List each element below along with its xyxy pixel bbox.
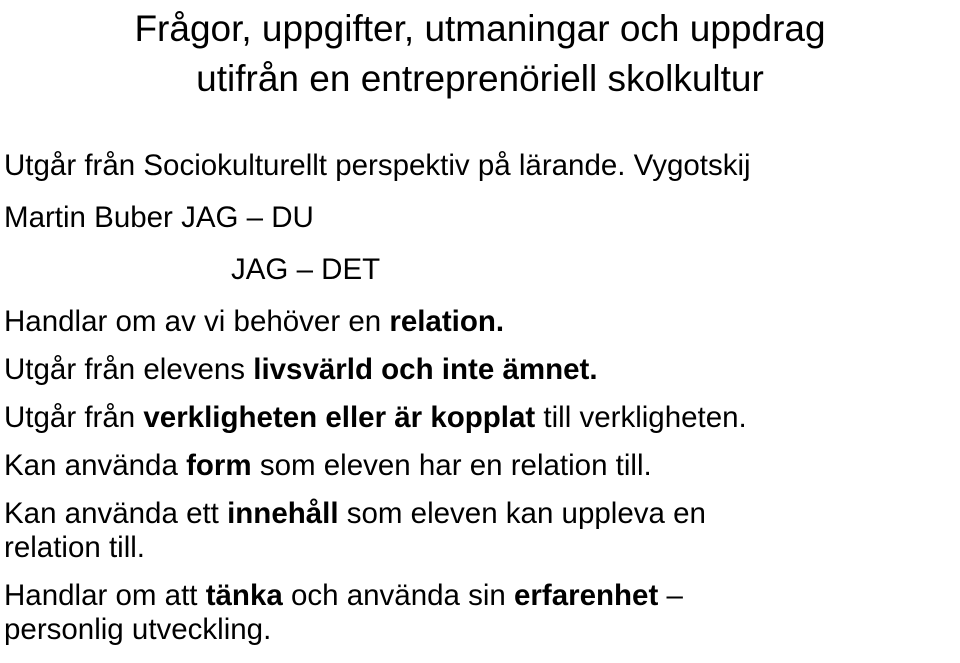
line-jag-det: JAG – DET <box>231 253 381 286</box>
slide-title <box>0 4 960 104</box>
bold-erfarenhet: erfarenhet <box>514 579 659 612</box>
line-form: Kan använda form som eleven har en relation till. <box>4 449 652 482</box>
bold-verkligheten: verkligheten eller är kopplat <box>143 401 536 434</box>
line-buber-jag-du: Martin Buber JAG – DU <box>4 201 314 234</box>
line-relation: Handlar om av vi behöver en relation. <box>4 305 505 338</box>
line-verkligheten: Utgår från verkligheten eller är kopplat till verkligheten. <box>4 401 747 434</box>
bold-relation: relation. <box>389 305 505 338</box>
bold-tanka: tänka <box>205 579 283 612</box>
slide-content <box>4 147 956 649</box>
bold-form: form <box>186 449 252 482</box>
bold-innehall: innehåll <box>227 497 339 530</box>
line-sociokulturellt: Utgår från Sociokulturellt perspektiv på lärande. Vygotskij <box>4 149 751 182</box>
line-innehall: Kan använda ett innehåll som eleven kan uppleva en relation till. <box>4 497 706 564</box>
line-livsvarld: Utgår från elevens livsvärld och inte ämnet. <box>4 353 598 386</box>
title-line-1: Frågor, uppgifter, utmaningar och uppdrag <box>134 8 826 49</box>
title-line-2: utifrån en entreprenöriell skolkultur <box>196 58 764 99</box>
line-tanka-erfarenhet: Handlar om att tänka och använda sin erfarenhet – personlig utveckling. <box>4 579 683 646</box>
bold-livsvarld: livsvärld och inte ämnet. <box>253 353 598 386</box>
